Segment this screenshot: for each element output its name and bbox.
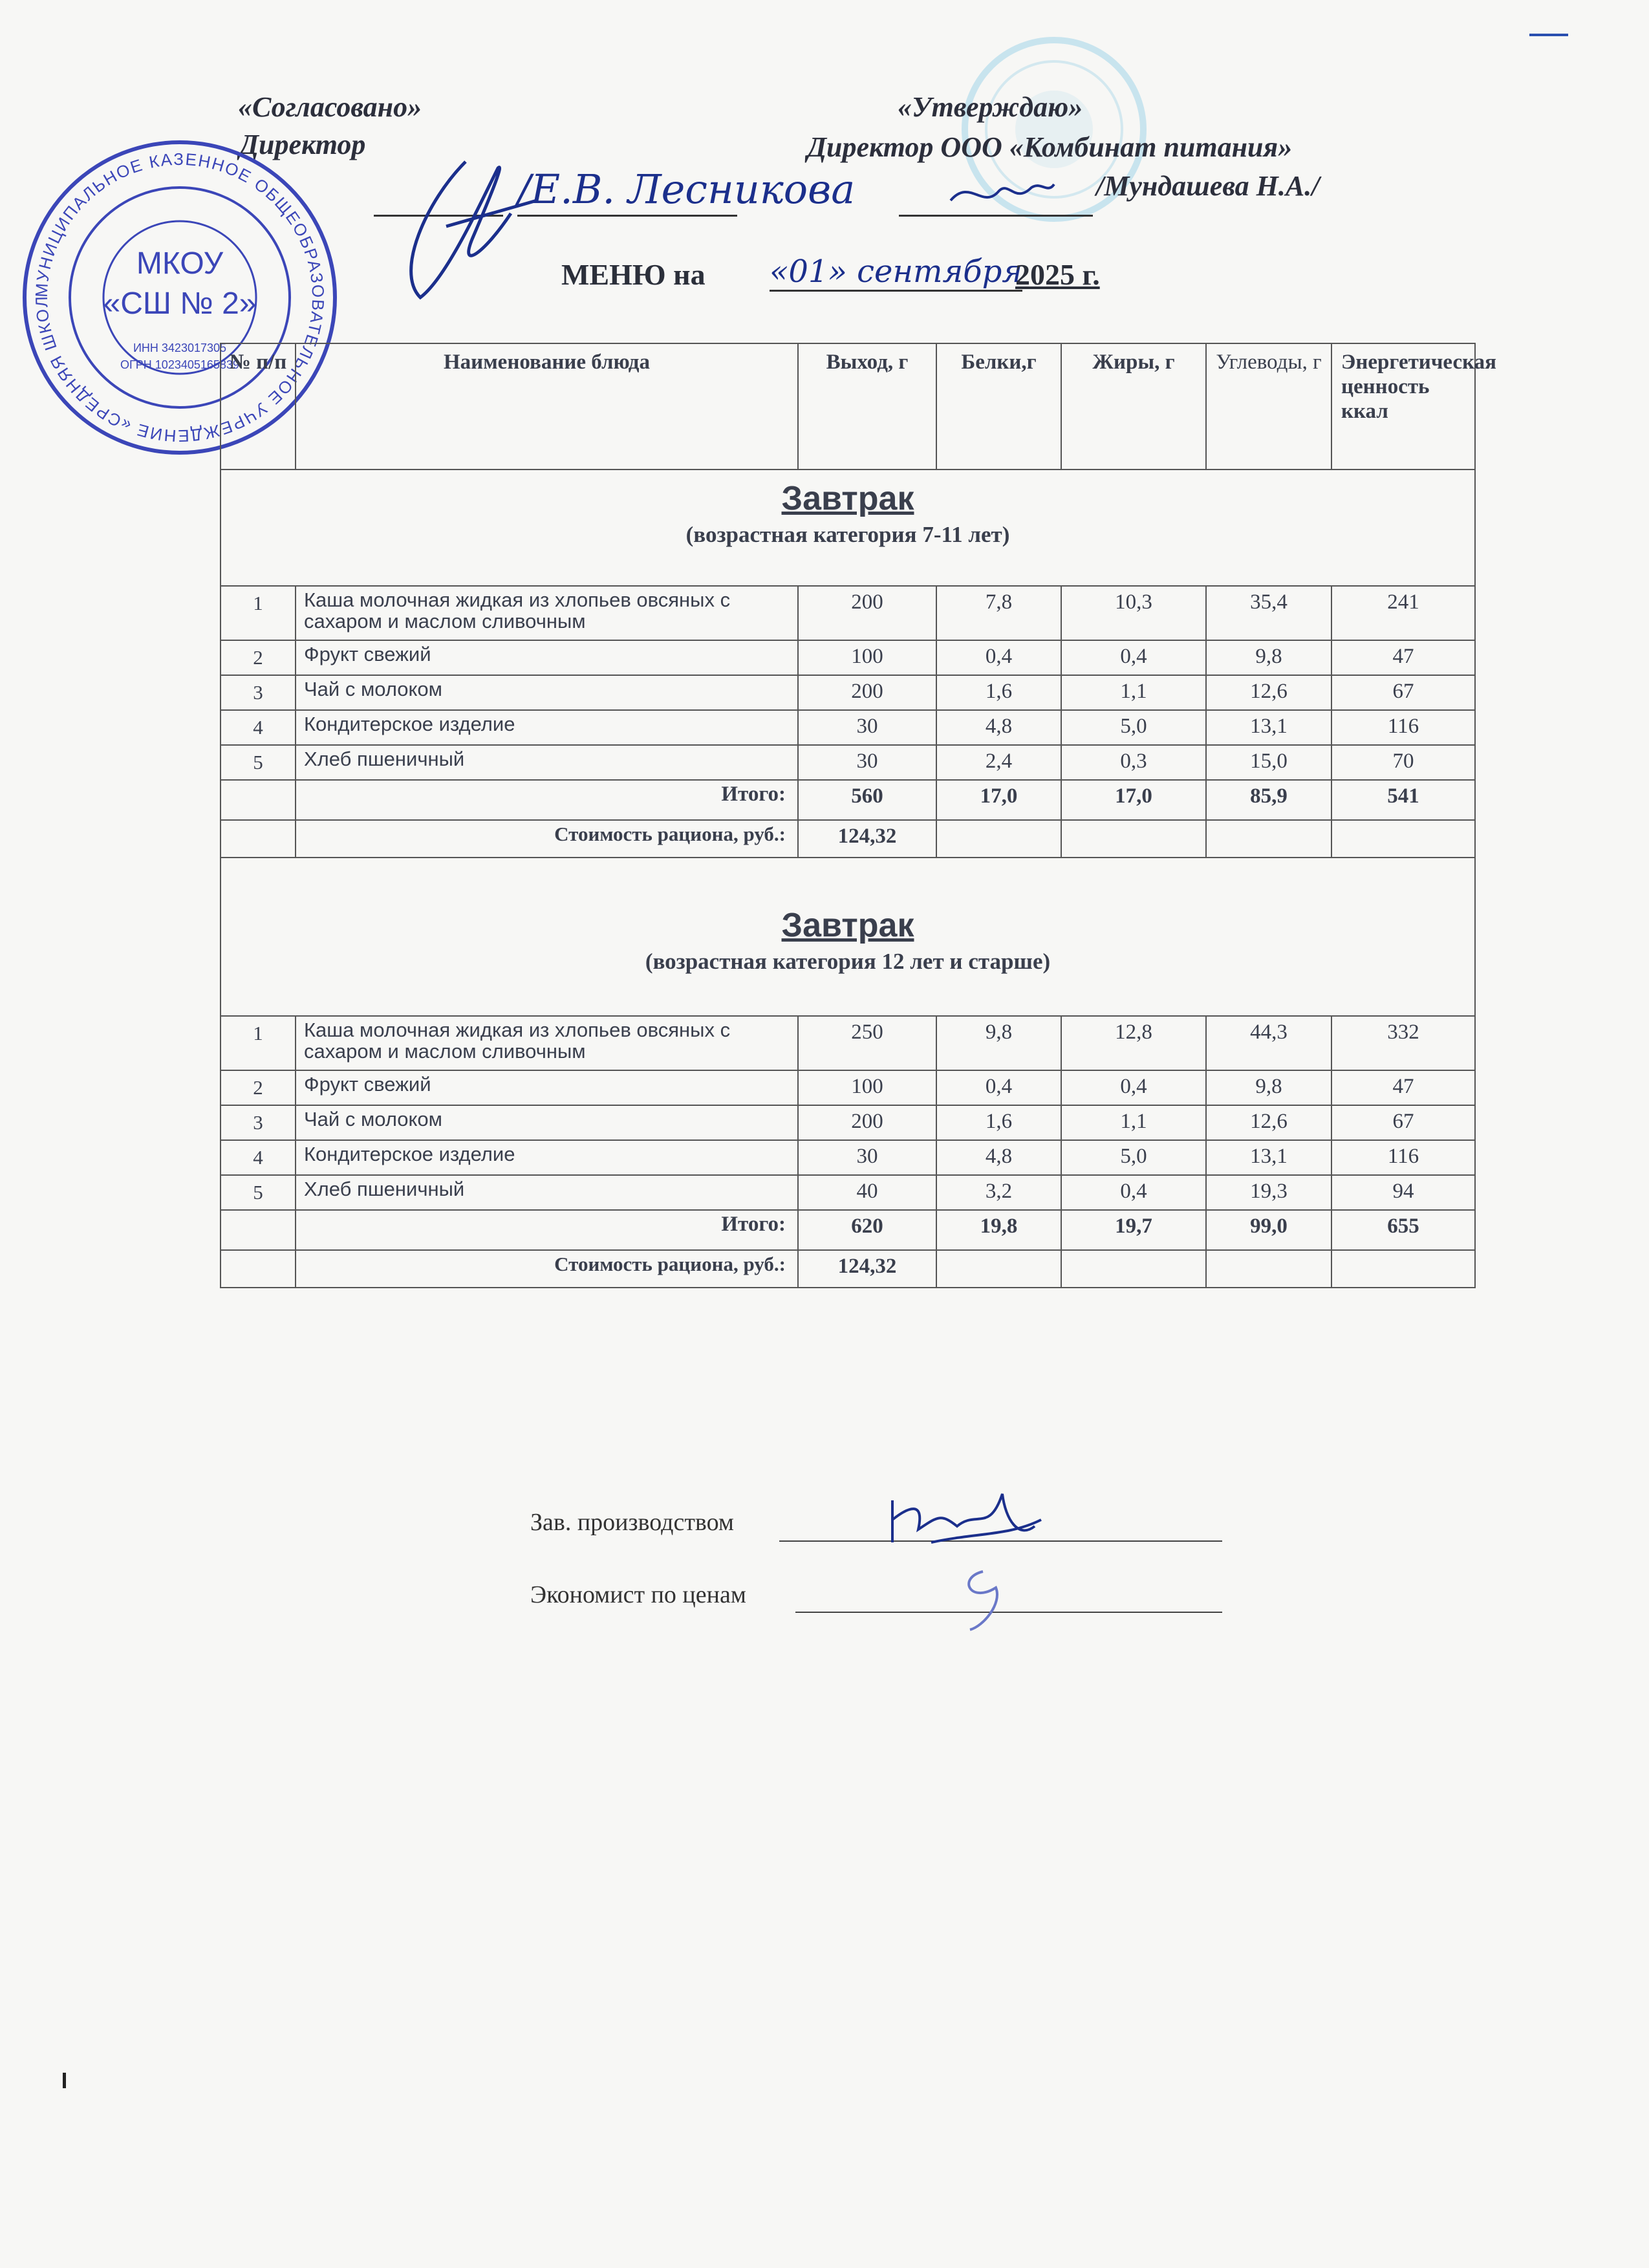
section-subtitle: (возрастная категория 12 лет и старше) [645, 949, 1051, 974]
cell-protein: 0,4 [936, 640, 1061, 675]
row-number: 3 [221, 675, 296, 710]
row-number: 5 [221, 745, 296, 780]
cell-carbs: 12,6 [1206, 1105, 1331, 1140]
cell-protein: 9,8 [936, 1016, 1061, 1070]
table-row [221, 1016, 1475, 1070]
stamp-center-1: МКОУ [136, 246, 224, 281]
table-row [221, 640, 1475, 675]
cell-fat: 1,1 [1061, 1105, 1206, 1140]
empty-cell [221, 1250, 296, 1288]
total-protein: 19,8 [936, 1210, 1061, 1250]
cell-protein: 4,8 [936, 1140, 1061, 1175]
total-row [221, 1210, 1475, 1250]
cell-yield: 100 [798, 1070, 936, 1105]
cell-energy: 47 [1331, 640, 1475, 675]
row-number: 1 [221, 586, 296, 640]
table-row [221, 745, 1475, 780]
cell-protein: 0,4 [936, 1070, 1061, 1105]
cell-fat: 0,4 [1061, 640, 1206, 675]
section-title: Завтрак [781, 907, 914, 944]
edge-mark-2 [63, 2073, 66, 2088]
section-header-row [221, 858, 1475, 1016]
cost-row [221, 820, 1475, 858]
dish-name: Фрукт свежий [296, 1070, 798, 1105]
row-number: 2 [221, 1070, 296, 1105]
cell-carbs: 44,3 [1206, 1016, 1331, 1070]
cell-carbs: 13,1 [1206, 1140, 1331, 1175]
section-title: Завтрак [781, 480, 914, 517]
page-title [561, 257, 706, 292]
cell-energy: 116 [1331, 1140, 1475, 1175]
economist-signature [944, 1552, 1035, 1643]
cell-carbs: 9,8 [1206, 1070, 1331, 1105]
cell-energy: 241 [1331, 586, 1475, 640]
cost-label: Стоимость рациона, руб.: [296, 820, 798, 858]
title-year: 2025 г. [1015, 258, 1100, 291]
title-date: «01» сентября [770, 254, 1022, 292]
empty-cell [221, 820, 296, 858]
header-name: Наименование блюда [296, 343, 798, 470]
cell-yield: 200 [798, 586, 936, 640]
cell-energy: 47 [1331, 1070, 1475, 1105]
cell-energy: 332 [1331, 1016, 1475, 1070]
row-number: 4 [221, 710, 296, 745]
left-role: Директор [239, 129, 366, 160]
row-number: 4 [221, 1140, 296, 1175]
cell-yield: 200 [798, 675, 936, 710]
dish-name: Кондитерское изделие [296, 710, 798, 745]
cell-carbs: 15,0 [1206, 745, 1331, 780]
table-row [221, 675, 1475, 710]
right-caption: «Утверждаю» [898, 91, 1083, 123]
cell-yield: 200 [798, 1105, 936, 1140]
table-row [221, 1140, 1475, 1175]
table-header-row [221, 343, 1475, 470]
section-header-row [221, 470, 1475, 586]
total-carbs: 85,9 [1206, 780, 1331, 820]
total-label: Итого: [296, 780, 798, 820]
stamp-inn: ИНН 3423017305 [133, 341, 227, 354]
edge-mark [1529, 34, 1568, 36]
table-row [221, 1175, 1475, 1210]
table-row [221, 586, 1475, 640]
cell-fat: 10,3 [1061, 586, 1206, 640]
cell-yield: 100 [798, 640, 936, 675]
total-label: Итого: [296, 1210, 798, 1250]
dish-name: Каша молочная жидкая из хлопьев овсяных с сахаром и маслом сливочным [296, 586, 798, 640]
cell-energy: 94 [1331, 1175, 1475, 1210]
cell-fat: 5,0 [1061, 1140, 1206, 1175]
title-prefix: МЕНЮ на [561, 258, 706, 291]
left-caption: «Согласовано» [238, 91, 422, 123]
dish-name: Фрукт свежий [296, 640, 798, 675]
row-number: 2 [221, 640, 296, 675]
stamp-ring-text: МУНИЦИПАЛЬНОЕ КАЗЕННОЕ ОБЩЕОБРАЗОВАТЕЛЬНОЕ УЧРЕЖДЕНИЕ «СРЕДНЯЯ ШКОЛ [31, 149, 329, 446]
cell-fat: 0,4 [1061, 1070, 1206, 1105]
cost-value: 124,32 [798, 820, 936, 858]
cell-fat: 0,4 [1061, 1175, 1206, 1210]
cell-protein: 7,8 [936, 586, 1061, 640]
empty-cell [1206, 820, 1331, 858]
cell-protein: 1,6 [936, 675, 1061, 710]
empty-cell [1061, 820, 1206, 858]
header-fat: Жиры, г [1061, 343, 1206, 470]
total-fat: 19,7 [1061, 1210, 1206, 1250]
header-yield: Выход, г [798, 343, 936, 470]
cell-energy: 70 [1331, 745, 1475, 780]
empty-cell [221, 1210, 296, 1250]
empty-cell [936, 820, 1061, 858]
economist-label: Экономист по ценам [530, 1581, 746, 1608]
empty-cell [936, 1250, 1061, 1288]
empty-cell [221, 780, 296, 820]
cell-energy: 67 [1331, 1105, 1475, 1140]
total-energy: 655 [1331, 1210, 1475, 1250]
cell-yield: 40 [798, 1175, 936, 1210]
dish-name: Чай с молоком [296, 675, 798, 710]
header-energy: Энергетическая ценность ккал [1331, 343, 1475, 470]
empty-cell [1206, 1250, 1331, 1288]
manager-signature [879, 1481, 1048, 1559]
table-row [221, 1105, 1475, 1140]
right-role: Директор ООО «Комбинат питания» [807, 131, 1293, 163]
cell-energy: 116 [1331, 710, 1475, 745]
table-row [221, 710, 1475, 745]
menu-table [220, 343, 1496, 1288]
cell-carbs: 9,8 [1206, 640, 1331, 675]
dish-name: Хлеб пшеничный [296, 1175, 798, 1210]
cell-fat: 0,3 [1061, 745, 1206, 780]
cell-carbs: 35,4 [1206, 586, 1331, 640]
empty-cell [1331, 1250, 1475, 1288]
approver-signature [944, 165, 1061, 217]
cost-row [221, 1250, 1475, 1288]
total-protein: 17,0 [936, 780, 1061, 820]
total-yield: 620 [798, 1210, 936, 1250]
cell-yield: 30 [798, 710, 936, 745]
row-number: 1 [221, 1016, 296, 1070]
right-name: /Мундашева Н.А./ [1096, 170, 1320, 202]
total-row [221, 780, 1475, 820]
cost-value: 124,32 [798, 1250, 936, 1288]
row-number: 5 [221, 1175, 296, 1210]
cell-energy: 67 [1331, 675, 1475, 710]
total-carbs: 99,0 [1206, 1210, 1331, 1250]
cell-protein: 3,2 [936, 1175, 1061, 1210]
cell-yield: 250 [798, 1016, 936, 1070]
header-carbs: Углеводы, г [1206, 343, 1331, 470]
total-energy: 541 [1331, 780, 1475, 820]
cost-label: Стоимость рациона, руб.: [296, 1250, 798, 1288]
total-yield: 560 [798, 780, 936, 820]
header-protein: Белки,г [936, 343, 1061, 470]
cell-protein: 2,4 [936, 745, 1061, 780]
cell-protein: 4,8 [936, 710, 1061, 745]
dish-name: Чай с молоком [296, 1105, 798, 1140]
row-number: 3 [221, 1105, 296, 1140]
empty-cell [1061, 1250, 1206, 1288]
dish-name: Хлеб пшеничный [296, 745, 798, 780]
cell-carbs: 19,3 [1206, 1175, 1331, 1210]
cell-yield: 30 [798, 1140, 936, 1175]
cell-fat: 12,8 [1061, 1016, 1206, 1070]
section-subtitle: (возрастная категория 7-11 лет) [685, 522, 1010, 547]
header-num: № п/п [221, 343, 296, 470]
table-row [221, 1070, 1475, 1105]
empty-cell [1331, 820, 1475, 858]
dish-name: Кондитерское изделие [296, 1140, 798, 1175]
director-signature [369, 123, 563, 317]
cell-fat: 1,1 [1061, 675, 1206, 710]
stamp-center-2: «СШ № 2» [103, 286, 257, 321]
cell-protein: 1,6 [936, 1105, 1061, 1140]
cell-yield: 30 [798, 745, 936, 780]
cell-carbs: 12,6 [1206, 675, 1331, 710]
left-name: /Е.В. Лесникова [517, 166, 856, 213]
cell-fat: 5,0 [1061, 710, 1206, 745]
stamp-ogrn: ОГРН 1023405165839 [120, 358, 239, 371]
manager-label: Зав. производством [530, 1509, 734, 1536]
total-fat: 17,0 [1061, 780, 1206, 820]
dish-name: Каша молочная жидкая из хлопьев овсяных с сахаром и маслом сливочным [296, 1016, 798, 1070]
cell-carbs: 13,1 [1206, 710, 1331, 745]
